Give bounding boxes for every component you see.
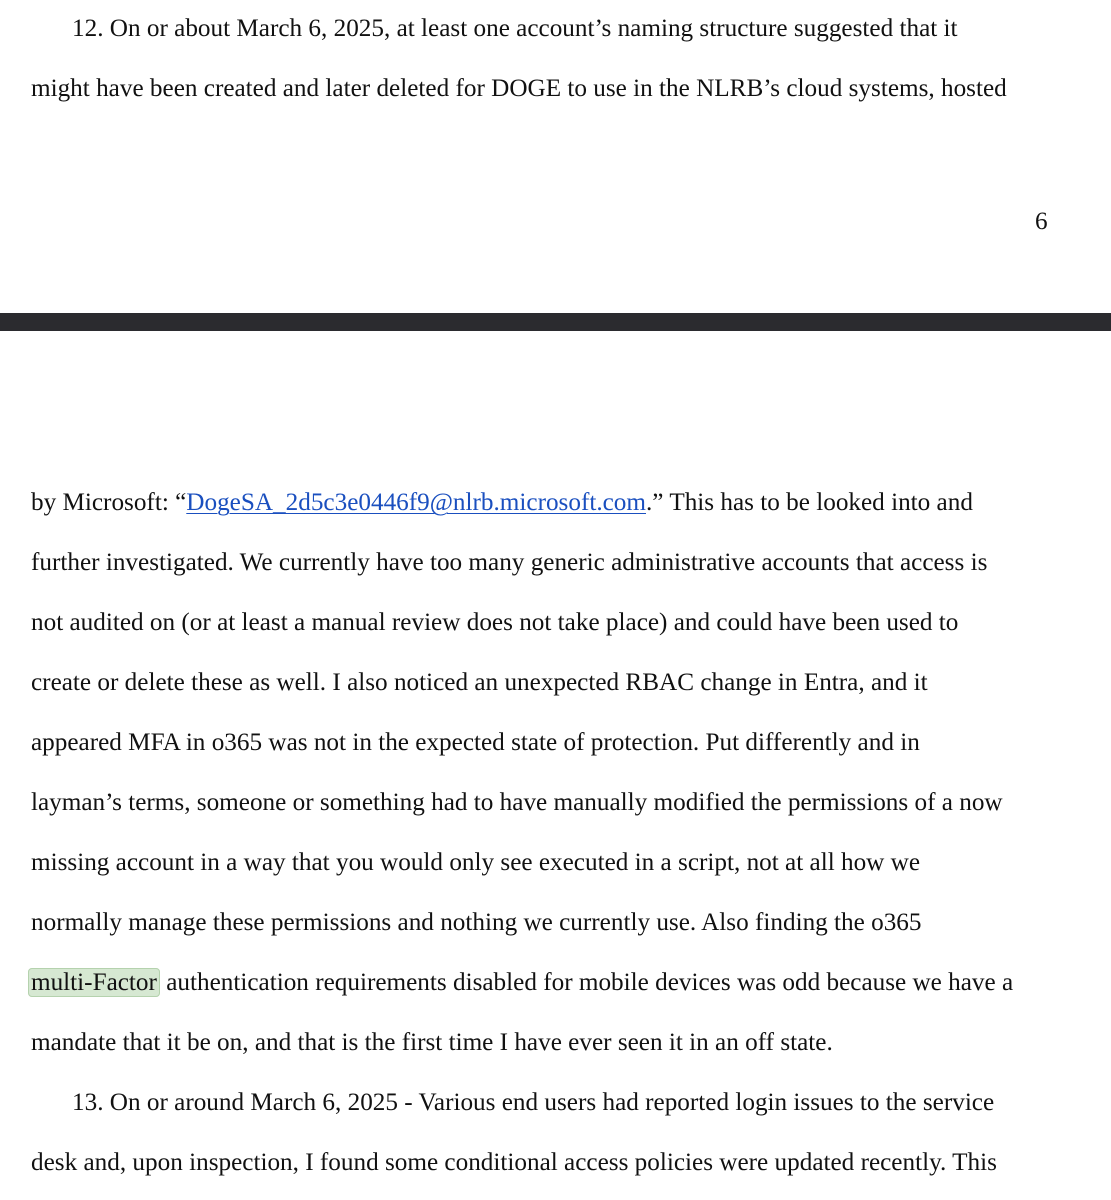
- document-page-bottom: [0, 331, 1111, 1200]
- paragraph-12-continuation-line-1: [31, 488, 973, 518]
- paragraph-12-line: further investigated. We currently have too many generic administrative accounts that access is: [31, 549, 988, 576]
- page-number: 6: [1035, 208, 1048, 235]
- paragraph-12-highlight-line: [31, 968, 1013, 998]
- text-before-email: by Microsoft: “: [31, 489, 187, 516]
- document-page-top: [0, 0, 1111, 313]
- paragraph-12-line: missing account in a way that you would only see executed in a script, not at all how we: [31, 849, 921, 876]
- text-after-highlight: authentication requirements disabled for mobile devices was odd because we have a: [159, 969, 1014, 996]
- paragraph-12-line: appeared MFA in o365 was not in the expected state of protection. Put differently and in: [31, 729, 920, 756]
- paragraph-12-line: layman’s terms, someone or something had to have manually modified the permissions of a now: [31, 789, 1003, 816]
- paragraph-13-line-2: desk and, upon inspection, I found some conditional access policies were updated recently. This: [31, 1149, 997, 1176]
- paragraph-12-line-2: might have been created and later deleted for DOGE to use in the NLRB’s cloud systems, hosted: [31, 75, 1007, 102]
- paragraph-12-line: not audited on (or at least a manual review does not take place) and could have been used to: [31, 609, 959, 636]
- paragraph-13-line-1: 13. On or around March 6, 2025 - Various end users had reported login issues to the service: [72, 1089, 995, 1116]
- email-link[interactable]: DogeSA_2d5c3e0446f9@nlrb.microsoft.com: [186, 489, 646, 516]
- paragraph-12-closing-line: mandate that it be on, and that is the first time I have ever seen it in an off state.: [31, 1029, 833, 1056]
- paragraph-12-line: create or delete these as well. I also noticed an unexpected RBAC change in Entra, and it: [31, 669, 928, 696]
- text-after-email: .” This has to be looked into and: [646, 489, 973, 516]
- highlighted-text[interactable]: multi-Factor: [28, 968, 160, 997]
- page-break-divider: [0, 313, 1111, 331]
- paragraph-12-line-1: 12. On or about March 6, 2025, at least one account’s naming structure suggested that it: [72, 15, 958, 42]
- paragraph-12-line: normally manage these permissions and nothing we currently use. Also finding the o365: [31, 909, 922, 936]
